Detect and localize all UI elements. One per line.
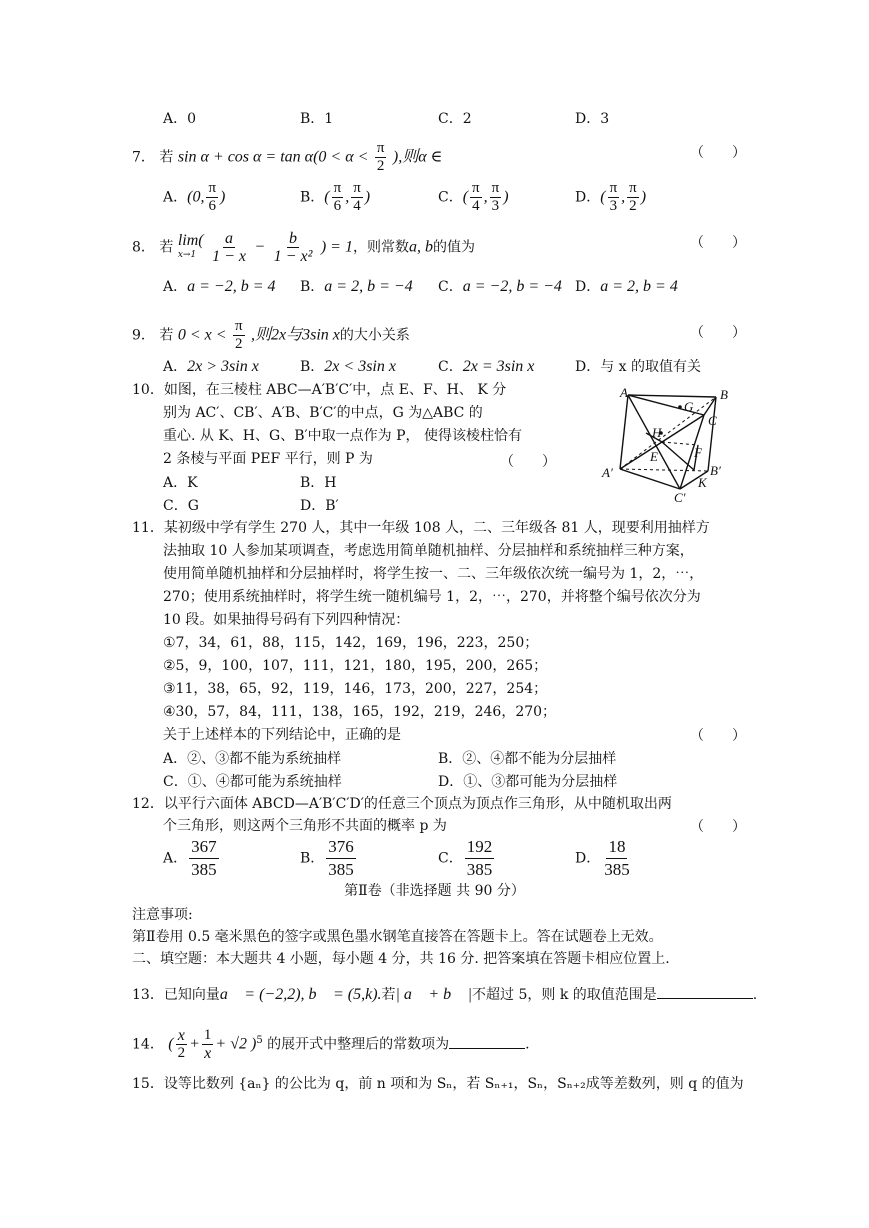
q14-stem: 14． ( $\frac{x}{2}$ + $\frac{1}{x}$ + √2 )$^5$ 的展开式中整理后的常数项为 . (132, 1027, 530, 1062)
q8-option-c: C．a = −2, b = −4 (438, 278, 562, 295)
q7-option-c: C．( $\frac{\pi}{4}$ , $\frac{\pi}{3}$ ) (438, 180, 509, 214)
q8-answer-blank: （ ） (690, 235, 746, 251)
figure-label-a-prime: A′ (602, 465, 613, 480)
q13-stem: 13．已知向量a⃗ = (−2,2), b⃗ = (5,k).若| a⃗ + b⃗ |不超过 5，则 k 的取值范围是 . (132, 986, 758, 1003)
q10-option-c: C．G (163, 498, 199, 514)
figure-label-a: A (620, 385, 628, 400)
q9-option-c: C．2x = 3sin x (438, 358, 535, 375)
q12-option-a: A． $\frac{367}{385}$ (163, 837, 217, 879)
q7-fraction: $\frac{\pi}{2}$ (376, 140, 385, 174)
figure-label-e: E (650, 449, 658, 464)
q12-answer-blank: （ ） (690, 819, 746, 835)
q15-stem: 15．设等比数列 {aₙ} 的公比为 q，前 n 项和为 Sₙ，若 Sₙ₊₁，Sₙ，Sₙ₊₂成等差数列，则 q 的值为 (132, 1076, 744, 1092)
figure-label-b-prime: B′ (710, 463, 721, 478)
notes-heading: 注意事项: (132, 907, 193, 923)
q11-option-b: B．②、④都不能为分层抽样 (438, 751, 617, 767)
q8-text: 若 (159, 239, 174, 256)
q10-line: 10．如图，在三棱柱 ABC—A′B′C′中，点 E、F、H、 K 分 (132, 382, 507, 398)
figure-label-b: B (720, 387, 728, 402)
q8-fraction-a: $\frac{a}{1 - x}$ (212, 230, 246, 265)
q7-text: 若 (159, 149, 174, 166)
q9-stem: 9． 若 0 < x < $\frac{\pi}{2}$ ,则2x与3sin x的大小关系 (132, 318, 410, 352)
q11-option-c: C．①、④都可能为系统抽样 (163, 774, 342, 790)
q11-sample: ②5，9，100，107，111，121，180，195，200，265； (163, 658, 548, 674)
q7-stem (132, 140, 442, 175)
figure-label-h: H (652, 425, 662, 440)
q11-line: 11．某初级中学有学生 270 人，其中一年级 108 人，二、三年级各 81 人，现要利用抽样方 (132, 520, 710, 536)
q8-stem: 8． 若 lim( x→1 $\frac{a}{1 - x}$ − $\frac{b}{\text{1 − x²}}$ ) = 1，则常数a, b的值为 (132, 230, 475, 265)
q11-line: 法抽取 10 人参加某项调查，考虑选用简单随机抽样、分层抽样和系统抽样三种方案， (163, 543, 694, 559)
q11-line: 270；使用系统抽样时，将学生统一随机编号 1，2，⋯，270，并将整个编号依次分为 (163, 589, 701, 605)
section-heading: 二、填空题：本大题共 4 小题，每小题 4 分，共 16 分. 把答案填在答题卡相应位置上. (132, 951, 670, 967)
q6-option-c: C．2 (438, 111, 472, 127)
q8-fraction-b: $\frac{b}{\text{1 − x²}}$ (273, 230, 313, 265)
q12-option-c: C． $\frac{192}{385}$ (438, 837, 493, 879)
q6-option-b: B．1 (300, 111, 334, 127)
notes-text: 第Ⅱ卷用 0.5 毫米黑色的签字或黑色墨水钢笔直接答在答题卡上。答在试题卷上无效。 (132, 929, 663, 945)
q12-line: 个三角形，则这两个三角形不共面的概率 p 为 (163, 818, 447, 834)
q11-line: 使用简单随机抽样和分层抽样时，将学生按一、二、三年级依次统一编号为 1，2，⋯， (163, 566, 704, 582)
figure-label-c: C (708, 413, 717, 428)
q10-line: 2 条棱与平面 PEF 平行，则 P 为 (163, 451, 373, 467)
q8-option-a: A．a = −2, b = 4 (163, 278, 276, 295)
q11-option-a: A．②、③都不能为系统抽样 (163, 751, 342, 767)
q12-line: 12．以平行六面体 ABCD—A′B′C′D′的任意三个顶点为顶点作三角形，从中随机取出两 (132, 796, 672, 812)
q7-option-b: B．( $\frac{\pi}{6}$ , $\frac{\pi}{4}$ ) (300, 180, 371, 214)
q8-option-b: B．a = 2, b = −4 (300, 278, 413, 295)
q11-sample: ①7，34，61，88，115，142，169，196，223，250； (163, 635, 539, 651)
prism-figure (598, 385, 743, 505)
q6-option-d: D．3 (575, 111, 610, 127)
q14-answer-blank (449, 1034, 525, 1049)
q10-answer-blank: （ ） (500, 454, 556, 470)
q11-line: 关于上述样本的下列结论中，正确的是 (163, 727, 401, 743)
q8-number: 8． (132, 239, 155, 256)
q11-option-d: D．①、③都可能为分层抽样 (438, 774, 618, 790)
figure-label-k: K (698, 475, 707, 490)
q9-answer-blank: （ ） (690, 325, 746, 341)
q11-sample: ④30，57，84，111，138，165，192，219，246，270； (163, 704, 557, 720)
figure-label-f: F (694, 445, 702, 460)
q7-math-end: ),则α ∈ (392, 148, 443, 166)
q7-option-d: D．( $\frac{\pi}{3}$ , $\frac{\pi}{2}$ ) (575, 180, 647, 214)
q10-option-b: B．H (300, 475, 337, 491)
q10-line: 重心. 从 K、H、G、B′中取一点作为 P， 使得该棱柱恰有 (163, 428, 522, 444)
q7-answer-blank: （ ） (690, 145, 746, 161)
q6-option-a: A．0 (163, 111, 197, 127)
q13-answer-blank (657, 984, 753, 999)
q12-option-b: B． $\frac{376}{385}$ (300, 837, 354, 879)
q9-option-b: B．2x < 3sin x (300, 358, 396, 375)
q7-math: sin α + cos α = tan α(0 < α < (177, 148, 369, 166)
q8-limit: lim( x→1 (177, 231, 204, 260)
figure-label-c-prime: C′ (674, 490, 686, 505)
q9-option-d: D．与 x 的取值有关 (575, 359, 702, 375)
q10-line: 别为 AC′、CB′、A′B、B′C′的中点，G 为△ABC 的 (163, 405, 483, 421)
q7-number: 7． (132, 149, 155, 166)
q13-number: 13． (132, 987, 164, 1003)
q9-fraction: $\frac{\pi}{2}$ (234, 318, 243, 352)
q14-number: 14． (132, 1036, 164, 1053)
part2-title: 第Ⅱ卷（非选择题 共 90 分） (344, 883, 525, 899)
q12-option-d: D． $\frac{18}{385}$ (575, 837, 630, 879)
q11-answer-blank: （ ） (690, 728, 746, 744)
q11-line: 10 段。如果抽得号码有下列四种情况： (163, 612, 410, 628)
q10-option-d: D．B′ (300, 498, 339, 514)
q8-option-d: D．a = 2, b = 4 (575, 278, 678, 295)
q9-number: 9． (132, 327, 155, 344)
figure-label-g: G (684, 399, 694, 414)
q11-sample: ③11，38，65，92，119，146，173，200，227，254； (163, 681, 548, 697)
q9-option-a: A．2x > 3sin x (163, 358, 259, 375)
q10-option-a: A．K (163, 475, 198, 491)
q7-option-a: A．(0, $\frac{\pi}{6}$ ) (163, 180, 226, 214)
